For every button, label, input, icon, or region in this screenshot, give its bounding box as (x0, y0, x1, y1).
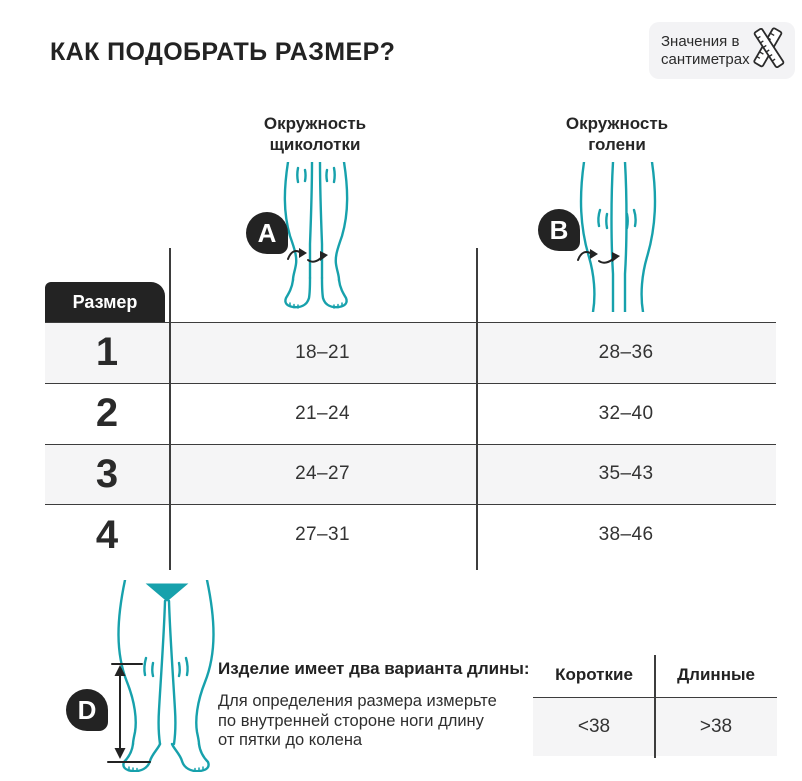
table-column-divider (169, 248, 171, 570)
calf-range-value: 35–43 (598, 463, 654, 485)
units-note-text (661, 33, 750, 69)
size-table-corner-label: Размер (72, 291, 138, 312)
size-value: 1 (95, 330, 119, 375)
marker-a-badge (246, 212, 288, 254)
calf-measure-arrow-icon (576, 246, 622, 266)
ruler-icon (751, 24, 787, 77)
size-table-corner-header (45, 282, 165, 322)
ankle-column-header (205, 113, 425, 155)
calf-range-value: 32–40 (598, 402, 654, 424)
length-note-line2: по внутренней стороне ноги длину (218, 711, 484, 730)
ankle-legs-illustration (282, 162, 350, 310)
units-note-line1: Значения в (661, 32, 740, 50)
calf-header-line1: Окружность (565, 114, 669, 133)
size-value: 4 (95, 512, 119, 557)
ankle-range-value: 27–31 (295, 524, 350, 546)
marker-d-letter: D (77, 694, 97, 725)
marker-b-badge (538, 209, 580, 251)
table-column-divider (476, 248, 478, 570)
short-length-header: Короткие (555, 664, 633, 684)
table-row (45, 504, 776, 565)
calf-header-line2: голени (588, 135, 646, 154)
calf-range-value: 28–36 (598, 341, 654, 363)
units-note-badge (649, 22, 795, 79)
marker-a-letter: A (257, 217, 277, 248)
size-value: 2 (95, 391, 119, 436)
ankle-range-value: 21–24 (295, 402, 350, 424)
table-row (45, 322, 776, 383)
size-value: 3 (95, 451, 119, 496)
long-length-header: Длинные (677, 664, 755, 684)
page-title: КАК ПОДОБРАТЬ РАЗМЕР? (50, 38, 396, 66)
length-options-table (533, 652, 777, 756)
units-note-line2: сантиметрах (661, 50, 750, 68)
size-table (45, 322, 776, 565)
ankle-measure-arrow-icon (286, 245, 330, 265)
table-row (45, 444, 776, 505)
ankle-range-value: 18–21 (295, 341, 350, 363)
calf-legs-illustration (576, 162, 658, 312)
length-note-heading: Изделие имеет два варианта длины: (218, 659, 530, 678)
ankle-header-line2: щиколотки (269, 135, 361, 154)
length-note-line1: Для определения размера измерьте (218, 692, 497, 710)
marker-d-badge (66, 689, 108, 731)
length-note-line3: от пятки до колена (218, 731, 363, 749)
short-length-value: <38 (577, 716, 611, 737)
length-note-body (218, 692, 528, 751)
length-table-divider (654, 655, 656, 758)
marker-b-letter: B (549, 214, 569, 245)
table-row (45, 383, 776, 444)
ankle-range-value: 24–27 (295, 463, 350, 485)
calf-column-header (507, 113, 727, 155)
ankle-header-line1: Окружность (263, 114, 367, 133)
calf-range-value: 38–46 (598, 524, 654, 546)
long-length-value: >38 (699, 716, 733, 737)
